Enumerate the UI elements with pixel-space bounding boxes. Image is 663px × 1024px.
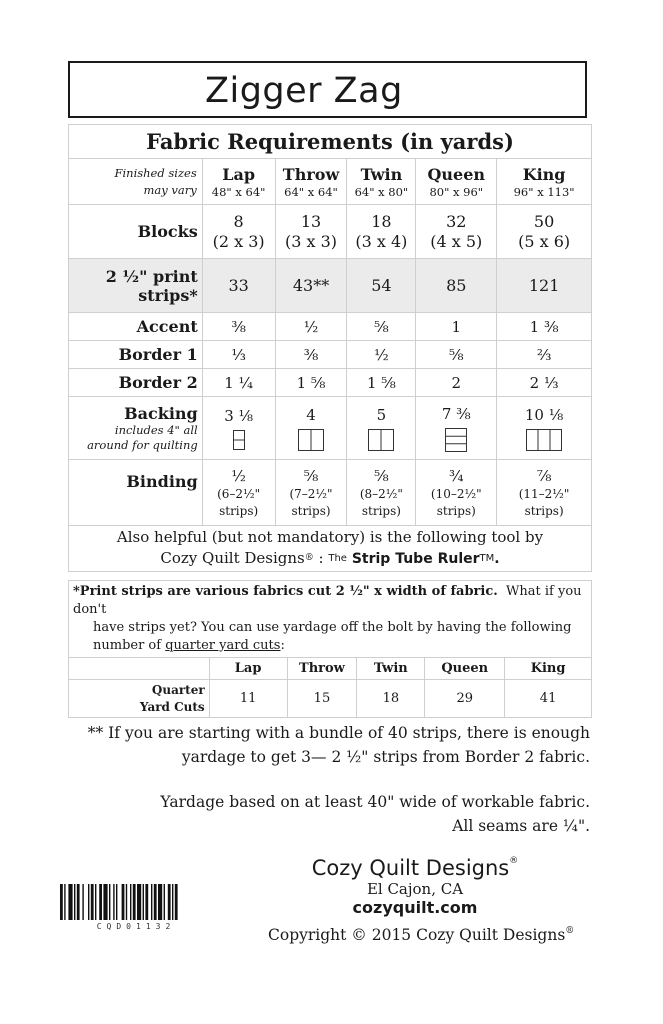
table-cell: 15 xyxy=(287,680,357,718)
table-cell: 50 (5 x 6) xyxy=(497,205,592,259)
table-cell: 1 ¼ xyxy=(202,369,275,397)
cut-header-lap: Lap xyxy=(209,658,287,680)
table-cell: 5 xyxy=(347,397,416,460)
barcode-bar xyxy=(60,884,63,920)
barcode-bar xyxy=(175,884,178,920)
pattern-title: Zigger Zag xyxy=(205,71,403,111)
table-cell: 1 ⅝ xyxy=(347,369,416,397)
backing-layout-icon xyxy=(445,428,467,452)
barcode-bar xyxy=(113,884,114,920)
barcode-bar xyxy=(158,884,162,920)
helpful-tool-note: Also helpful (but not mandatory) is the following tool by Cozy Quilt Designs® : $^{The}$ Strip Tube Ruler™. xyxy=(69,526,592,572)
barcode-bar xyxy=(74,884,75,920)
helpful-tool-row xyxy=(69,526,592,572)
barcode-bar xyxy=(95,884,96,920)
copyright-line: Copyright © 2015 Cozy Quilt Designs® xyxy=(268,926,575,944)
barcode-bar xyxy=(109,884,110,920)
table-heading: Fabric Requirements (in yards) xyxy=(69,125,592,159)
barcode-bar xyxy=(168,884,171,920)
table-cell: ⅓ xyxy=(202,341,275,369)
accent-row xyxy=(69,313,592,341)
row-label-accent: Accent xyxy=(69,313,203,341)
table-cell: 1 xyxy=(416,313,497,341)
barcode-bar xyxy=(88,884,89,920)
barcode-bar xyxy=(130,884,131,920)
fabric-requirements-table xyxy=(68,124,592,572)
column-header-lap: Lap 48" x 64" xyxy=(202,159,275,205)
barcode-bar xyxy=(64,884,65,920)
barcode-bar xyxy=(137,884,141,920)
barcode-bar xyxy=(154,884,157,920)
table-cell: 7 ⅜ xyxy=(416,397,497,460)
row-label-print-strips: 2 ½" print strips* xyxy=(69,259,203,313)
table-cell: 18 xyxy=(357,680,425,718)
publisher-city: El Cajon, CA xyxy=(366,880,464,898)
border1-row xyxy=(69,341,592,369)
table-cell: 43** xyxy=(275,259,347,313)
table-cell: ⅜ xyxy=(275,341,347,369)
cut-header-king: King xyxy=(505,658,592,680)
table-cell: ⅝ (7–2½" strips) xyxy=(275,460,347,526)
table-cell: 2 ⅓ xyxy=(497,369,592,397)
table-cell: ½ xyxy=(347,341,416,369)
title-box xyxy=(68,61,587,118)
backing-layout-icon xyxy=(298,429,324,451)
row-label-border-2: Border 2 xyxy=(69,369,203,397)
row-label-binding: Binding xyxy=(69,460,203,526)
blocks-row xyxy=(69,205,592,259)
table-cell: 32 (4 x 5) xyxy=(416,205,497,259)
barcode-bar xyxy=(151,884,152,920)
backing-layout-icon xyxy=(368,429,394,451)
table-cell: 11 xyxy=(209,680,287,718)
table-cell: ½ xyxy=(275,313,347,341)
barcode-bar xyxy=(116,884,117,920)
table-cell: 33 xyxy=(202,259,275,313)
table-cell: ½ (6–2½" strips) xyxy=(202,460,275,526)
publisher-block xyxy=(275,856,555,917)
row-label-border-1: Border 1 xyxy=(69,341,203,369)
barcode-bar xyxy=(68,884,72,920)
table-cell xyxy=(69,658,210,680)
quarter-yard-cuts-label: Quarter Yard Cuts xyxy=(69,680,210,718)
barcode-bar xyxy=(82,884,83,920)
backing-layout-icon xyxy=(233,430,245,450)
binding-row xyxy=(69,460,592,526)
table-cell: ⅞ (11–2½" strips) xyxy=(497,460,592,526)
table-cell: 18 (3 x 4) xyxy=(347,205,416,259)
barcode-bar xyxy=(143,884,144,920)
table-cell: 85 xyxy=(416,259,497,313)
table-cell: 121 xyxy=(497,259,592,313)
strip-tube-ruler-name: $^{The}$ Strip Tube Ruler™. xyxy=(328,551,500,567)
barcode-bar xyxy=(126,884,127,920)
column-header-king: King 96" x 113" xyxy=(497,159,592,205)
barcode-bar xyxy=(103,884,107,920)
table-cell: ⅜ xyxy=(202,313,275,341)
table-cell: 4 xyxy=(275,397,347,460)
cut-header-twin: Twin xyxy=(357,658,425,680)
barcode-number: CQD01132 xyxy=(96,922,176,931)
table-cell: ⅝ (8–2½" strips) xyxy=(347,460,416,526)
row-label-backing: Backing includes 4" all around for quilting xyxy=(69,397,203,460)
quarter-yard-cuts-table xyxy=(68,580,592,718)
print-strips-row xyxy=(69,259,592,313)
table-cell: 1 ⅜ xyxy=(497,313,592,341)
table-cell: 54 xyxy=(347,259,416,313)
barcode-bar xyxy=(99,884,102,920)
border2-row xyxy=(69,369,592,397)
yardage-footnote: Yardage based on at least 40" wide of workable fabric. All seams are ¼". xyxy=(160,793,590,835)
barcode-bar xyxy=(122,884,125,920)
table-cell: 13 (3 x 3) xyxy=(275,205,347,259)
table-cell: ⅔ xyxy=(497,341,592,369)
table-cell: 29 xyxy=(425,680,505,718)
publisher-website[interactable]: cozyquilt.com xyxy=(352,898,478,917)
barcode-bar xyxy=(145,884,148,920)
table-cell: 41 xyxy=(505,680,592,718)
table-cell: ⅝ xyxy=(416,341,497,369)
table-cell: 2 xyxy=(416,369,497,397)
table-cell: ¾ (10–2½" strips) xyxy=(416,460,497,526)
barcode-bar xyxy=(91,884,94,920)
column-header-twin: Twin 64" x 80" xyxy=(347,159,416,205)
table-cell: 3 ⅛ xyxy=(202,397,275,460)
column-header-queen: Queen 80" x 96" xyxy=(416,159,497,205)
cut-header-throw: Throw xyxy=(287,658,357,680)
cut-header-queen: Queen xyxy=(425,658,505,680)
barcode-bar xyxy=(77,884,80,920)
print-strips-note: *Print strips are various fabrics cut 2 ½" x width of fabric. What if you don't have strips yet? You can use yardage off the bolt by having the following number of quarter yard cuts: xyxy=(69,581,592,658)
finished-sizes-label: Finished sizes may vary xyxy=(69,159,203,205)
column-header-throw: Throw 64" x 64" xyxy=(275,159,347,205)
table-cell: 8 (2 x 3) xyxy=(202,205,275,259)
table-cell: 1 ⅝ xyxy=(275,369,347,397)
bundle-footnote: ** If you are starting with a bundle of 40 strips, there is enough yardage to get 3— 2 ½" strips from Border 2 fabric. xyxy=(87,724,590,766)
table-cell: ⅝ xyxy=(347,313,416,341)
backing-row xyxy=(69,397,592,460)
backing-layout-icon xyxy=(526,429,562,451)
table-cell: 10 ⅛ xyxy=(497,397,592,460)
barcode-bar xyxy=(133,884,136,920)
barcode-bar xyxy=(164,884,165,920)
row-label-blocks: Blocks xyxy=(69,205,203,259)
publisher-name: Cozy Quilt Designs® xyxy=(311,856,519,880)
barcode-bar xyxy=(172,884,173,920)
barcode-image xyxy=(60,884,212,926)
